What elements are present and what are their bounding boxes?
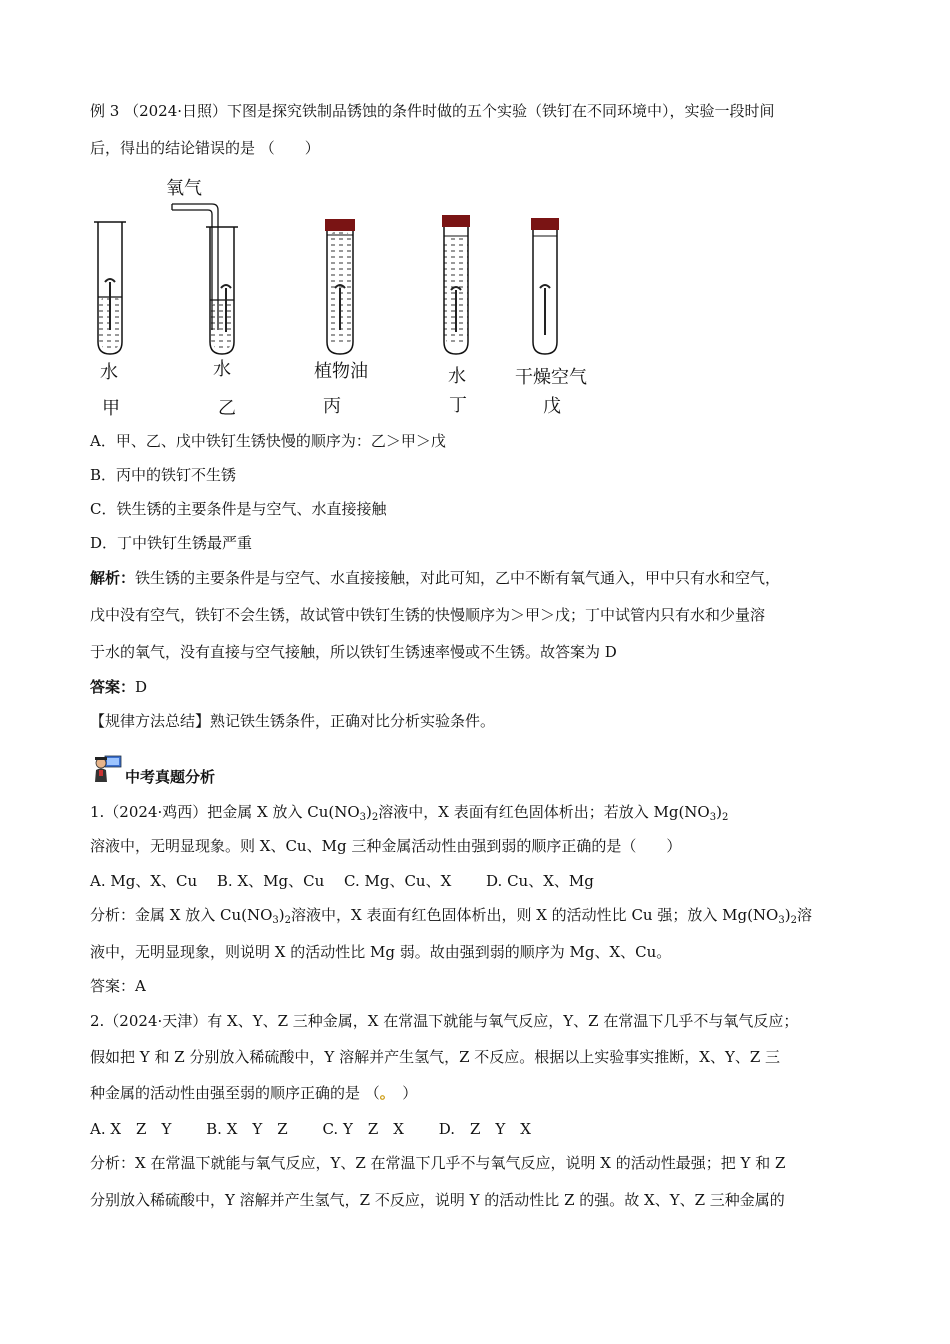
option-c: C．铁生锈的主要条件是与空气、水直接接触 — [90, 500, 387, 518]
q2-options: A. X Z Y B. X Y Z C. Y Z X D. Z Y X — [90, 1120, 531, 1138]
tube-jia-name-label: 甲 — [102, 398, 120, 419]
method-summary: 【规律方法总结】熟记铁生锈条件，正确对比分析实验条件。 — [90, 712, 496, 730]
q1-analysis-line-2: 液中，无明显现象，则说明 X 的活动性比 Mg 弱。故由强到弱的顺序为 Mg、X、Cu。 — [90, 943, 672, 961]
tube-bing-name-label: 丙 — [323, 396, 341, 417]
tube-wu-content-label: 干燥空气 — [515, 367, 587, 388]
q2-line-1: 2.（2024·天津）有 X、Y、Z 三种金属，X 在常温下就能与氧气反应，Y、Z 在常温下几乎不与氧气反应； — [90, 1012, 799, 1030]
analysis-line-3: 于水的氧气，没有直接与空气接触，所以铁钉生锈速率慢或不生锈。故答案为 D — [90, 643, 617, 661]
analysis-line-1: 解析：铁生锈的主要条件是与空气、水直接接触，对此可知，乙中不断有氧气通入，甲中只有水和空气， — [90, 569, 781, 587]
tube-wu-name-label: 戊 — [543, 396, 561, 417]
teacher-icon — [92, 754, 122, 784]
answer-line: 答案：D — [90, 678, 148, 696]
tube-wu — [531, 218, 559, 354]
tube-yi-name-label: 乙 — [218, 398, 236, 419]
analysis-label: 解析： — [90, 569, 136, 587]
q2-analysis-line-1: 分析：X 在常温下就能与氧气反应，Y、Z 在常温下几乎不与氧气反应，说明 X 的活动性最强；把 Y 和 Z — [90, 1154, 786, 1172]
tube-yi — [172, 204, 238, 354]
q1-line-1: 1.（2024·鸡西）把金属 X 放入 $Cu(NO_3)_2$溶液中，X 表面有红色固体析出；若放入 $Mg(NO_3)_2$ — [90, 803, 729, 823]
oxygen-label: 氧气 — [166, 178, 202, 199]
q1-options: A. Mg、X、Cu B. X、Mg、Cu C. Mg、Cu、X D. Cu、X、Mg — [90, 872, 594, 890]
tube-ding-content-label: 水 — [448, 366, 466, 387]
q1-line-2: 溶液中，无明显现象。则 X、Cu、Mg 三种金属活动性由强到弱的顺序正确的是（ ） — [90, 837, 682, 855]
option-b: B．丙中的铁钉不生锈 — [90, 466, 237, 484]
option-a: A．甲、乙、戊中铁钉生锈快慢的顺序为：乙＞甲＞戊 — [90, 432, 446, 450]
q2-line-2: 假如把 Y 和 Z 分别放入稀硫酸中，Y 溶解并产生氢气，Z 不反应。根据以上实验事实推断，X、Y、Z 三 — [90, 1048, 781, 1066]
tube-bing — [325, 219, 355, 354]
analysis-line-2: 戊中没有空气，铁钉不会生锈，故试管中铁钉生锈的快慢顺序为＞甲＞戊；丁中试管内只有水和少量溶 — [90, 606, 766, 624]
q2-line-3: 种金属的活动性由强至弱的顺序正确的是 （。 ） — [90, 1084, 418, 1102]
q1-answer: 答案：A — [90, 977, 146, 995]
section-title: 中考真题分析 — [125, 768, 216, 786]
q1-analysis-line-1: 分析：金属 X 放入 $Cu(NO_3)_2$溶液中，X 表面有红色固体析出，则 X 的活动性比 Cu 强；放入 $Mg(NO_3)_2$溶 — [90, 906, 812, 926]
tube-ding — [442, 215, 470, 354]
option-d: D．丁中铁钉生锈最严重 — [90, 534, 253, 552]
tube-bing-content-label: 植物油 — [314, 361, 368, 382]
tube-jia — [94, 222, 126, 354]
example-question-line-2: 后，得出的结论错误的是 （ ） — [90, 139, 320, 157]
q2-analysis-line-2: 分别放入稀硫酸中，Y 溶解并产生氢气，Z 不反应，说明 Y 的活动性比 Z 的强。故 X、Y、Z 三种金属的 — [90, 1191, 785, 1209]
answer-label: 答案： — [90, 678, 136, 696]
tube-yi-content-label: 水 — [213, 359, 231, 380]
tube-ding-name-label: 丁 — [449, 395, 467, 416]
experiment-figure — [90, 170, 610, 420]
example-question-line-1: 例 3 （2024·日照）下图是探究铁制品锈蚀的条件时做的五个实验（铁钉在不同环境中），实验一段时间 — [90, 102, 775, 120]
tube-jia-content-label: 水 — [100, 362, 118, 383]
